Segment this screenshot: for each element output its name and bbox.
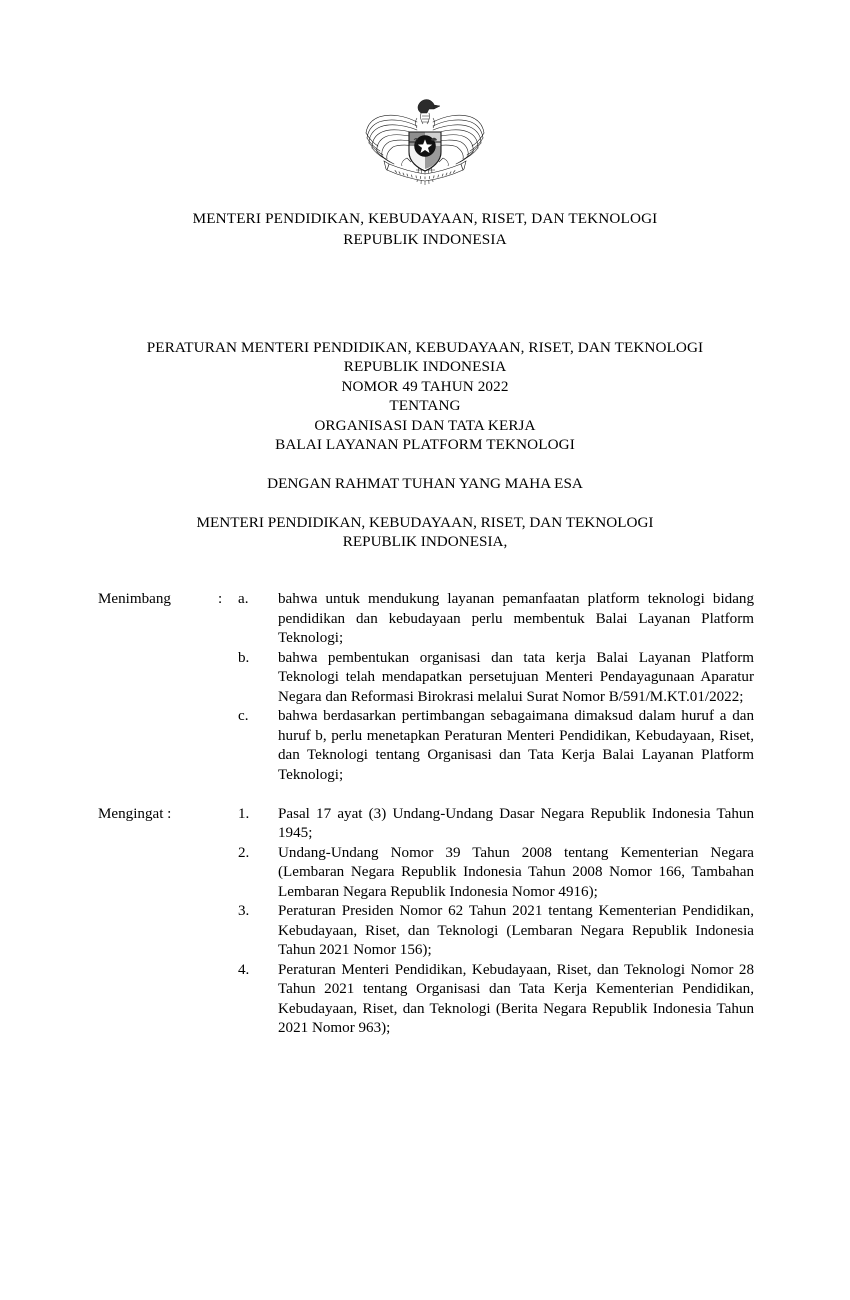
consideration-item-c xyxy=(98,707,754,785)
legal-basis-item-4 xyxy=(98,961,754,1039)
considerations-section xyxy=(98,590,754,785)
title-line-2: REPUBLIK INDONESIA xyxy=(343,358,507,376)
garuda-pancasila-emblem xyxy=(359,96,491,192)
consideration-text-b: bahwa pembentukan organisasi dan tata kerja Balai Layanan Platform Teknologi telah mendapatkan persetujuan Menteri Pendayagunaan Aparatur Negara dan Reformasi Birokrasi melalui Surat Nomor B/591/M.KT.01/2022; xyxy=(278,649,754,705)
legal-basis-section xyxy=(98,805,754,1039)
legal-basis-text-3: Peraturan Presiden Nomor 62 Tahun 2021 tentang Kementerian Pendidikan, Kebudayaan, Riset, dan Teknologi (Lembaran Negara Republik Indonesia Tahun 2021 Nomor 156); xyxy=(278,903,754,958)
enacting-line-2: REPUBLIK INDONESIA, xyxy=(342,533,508,551)
header-line-2: REPUBLIK INDONESIA xyxy=(343,231,507,248)
legal-basis-marker-4: 4. xyxy=(238,961,250,978)
consideration-marker-c: c. xyxy=(238,708,249,724)
enacting-line-1: MENTERI PENDIDIKAN, KEBUDAYAAN, RISET, DAN TEKNOLOGI xyxy=(196,514,654,531)
invocation-line: DENGAN RAHMAT TUHAN YANG MAHA ESA xyxy=(267,475,583,492)
legal-basis-item-1 xyxy=(98,805,754,844)
legal-basis-marker-2: 2. xyxy=(238,844,250,861)
legal-basis-item-3 xyxy=(98,902,754,961)
title-line-tentang: TENTANG xyxy=(389,397,461,415)
consideration-item-a xyxy=(98,590,754,649)
legal-basis-label: Mengingat : xyxy=(98,805,172,822)
clauses-container xyxy=(98,590,754,1039)
title-line-subject-1: ORGANISASI DAN TATA KERJA xyxy=(314,416,536,434)
consideration-item-b xyxy=(98,649,754,708)
consideration-marker-a: a. xyxy=(238,591,249,607)
emblem-container xyxy=(0,96,850,192)
legal-basis-marker-3: 3. xyxy=(238,903,250,919)
legal-basis-text-4: Peraturan Menteri Pendidikan, Kebudayaan, Riset, dan Teknologi Nomor 28 Tahun 2021 tentang Organisasi dan Tata Kerja Kementerian Pendidikan, Kebudayaan, Riset, dan Teknologi (Berita Negara Republik Indonesia Tahun 2021 Nomor 963); xyxy=(278,961,754,1036)
legal-basis-text-2: Undang-Undang Nomor 39 Tahun 2008 tentang Kementerian Negara (Lembaran Negara Republik Indonesia Tahun 2008 Nomor 166, Tambahan Lembaran Negara Republik Indonesia Nomor 4916); xyxy=(278,844,754,900)
legal-basis-marker-1: 1. xyxy=(238,805,250,822)
consideration-text-a: bahwa untuk mendukung layanan pemanfaatan platform teknologi bidang pendidikan dan kebudayaan perlu membentuk Balai Layanan Platform Teknologi; xyxy=(278,591,754,646)
considerations-colon: : xyxy=(218,591,223,607)
legal-basis-text-1: Pasal 17 ayat (3) Undang-Undang Dasar Negara Republik Indonesia Tahun 1945; xyxy=(278,805,754,841)
consideration-text-c: bahwa berdasarkan pertimbangan sebagaimana dimaksud dalam huruf a dan huruf b, perlu menetapkan Peraturan Menteri Pendidikan, Kebudayaan, Riset, dan Teknologi tentang Organisasi dan Tata Kerja Balai Layanan Platform Teknologi; xyxy=(278,708,754,783)
title-line-1: PERATURAN MENTERI PENDIDIKAN, KEBUDAYAAN, RISET, DAN TEKNOLOGI xyxy=(146,339,704,356)
page-title xyxy=(0,208,850,250)
consideration-marker-b: b. xyxy=(238,649,250,666)
enacting-authority xyxy=(0,513,850,552)
title-line-number: NOMOR 49 TAHUN 2022 xyxy=(341,377,509,395)
pancasila-shield xyxy=(409,132,441,171)
title-line-subject-2: BALAI LAYANAN PLATFORM TEKNOLOGI xyxy=(275,436,575,454)
considerations-label: Menimbang xyxy=(98,591,171,607)
legal-basis-item-2 xyxy=(98,844,754,903)
header-line-1: MENTERI PENDIDIKAN, KEBUDAYAAN, RISET, DAN TEKNOLOGI xyxy=(192,210,658,227)
regulation-title-block xyxy=(0,338,850,454)
